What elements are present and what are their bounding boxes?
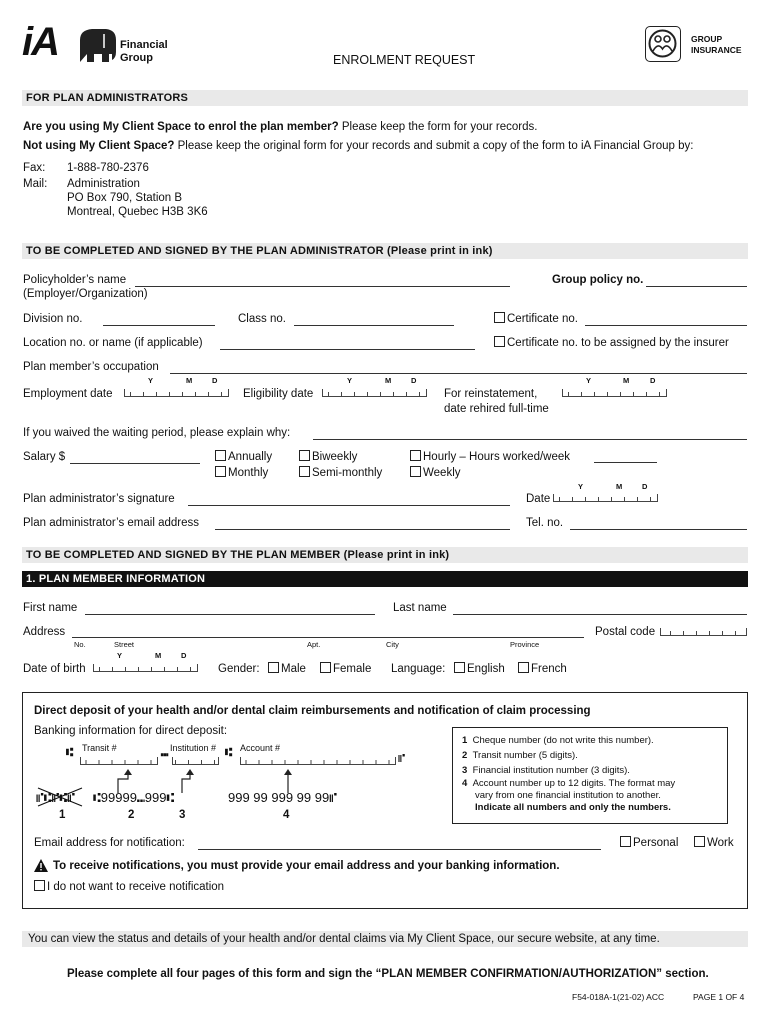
mail-line1: Administration [67, 178, 140, 190]
optout-checkbox[interactable] [34, 880, 45, 891]
english-checkbox[interactable] [454, 662, 465, 673]
logo-group: Group [120, 52, 153, 64]
first-name-field[interactable] [85, 614, 375, 615]
emp-y: Y [148, 376, 154, 385]
cheque-account-sample: 999 99 999 99 99⑈ [228, 790, 338, 805]
gender-label: Gender: [218, 663, 260, 675]
instruction-item-cont: vary from one financial institution to another. [475, 790, 661, 801]
certificate-checkbox[interactable] [494, 312, 505, 323]
instruction-item: 4 Account number up to 12 digits. The format may [462, 778, 676, 789]
employer-label: (Employer/Organization) [23, 288, 148, 300]
division-label: Division no. [23, 313, 83, 325]
cert-assigned-checkbox[interactable] [494, 336, 505, 347]
instruction-item: 3 Financial institution number (3 digits). [462, 765, 630, 776]
mail-line3: Montreal, Quebec H3B 3K6 [67, 206, 208, 218]
address-street: Street [114, 640, 135, 649]
french-checkbox[interactable] [518, 662, 529, 673]
mail-line2: PO Box 790, Station B [67, 192, 183, 204]
location-field[interactable] [220, 349, 475, 350]
callout-3: 3 [179, 809, 186, 821]
monthly-option[interactable]: Monthly [215, 466, 268, 479]
biweekly-option[interactable]: Biweekly [299, 450, 357, 463]
dob-m: M [155, 651, 162, 660]
rein-d: D [650, 376, 656, 385]
postal-code-field[interactable] [660, 628, 747, 636]
group-insurance-logo [645, 26, 681, 62]
address-city: City [386, 640, 399, 649]
semimonthly-checkbox[interactable] [299, 466, 310, 477]
institution-field[interactable] [172, 757, 219, 765]
dob-d: D [181, 651, 187, 660]
signature-label: Plan administrator’s signature [23, 493, 175, 505]
sig-d: D [642, 482, 648, 491]
certificate-option[interactable]: Certificate no. [494, 312, 578, 325]
callout-1: 1 [59, 809, 66, 821]
elig-y: Y [347, 376, 353, 385]
last-name-label: Last name [393, 602, 447, 614]
dob-field[interactable] [93, 664, 198, 672]
logo-financial: Financial [120, 39, 168, 51]
fax-value: 1-888-780-2376 [67, 162, 149, 174]
tel-label: Tel. no. [526, 517, 564, 529]
group-label: GROUP [691, 34, 723, 44]
warning-icon [34, 859, 48, 872]
first-name-label: First name [23, 602, 78, 614]
notify-email-field[interactable] [198, 849, 601, 850]
location-label: Location no. or name (if applicable) [23, 337, 203, 349]
class-label: Class no. [238, 313, 286, 325]
notify-email-label: Email address for notification: [34, 837, 185, 849]
address-no: No. [74, 640, 86, 649]
q-client-space: Are you using My Client Space to enrol the plan member? Please keep the form for your records. [23, 121, 538, 133]
institution-marker-icon: ⑉ [161, 745, 169, 759]
annually-option[interactable]: Annually [215, 450, 272, 463]
callout-4: 4 [283, 809, 290, 821]
elig-d: D [411, 376, 417, 385]
insurance-label: INSURANCE [691, 45, 742, 55]
male-option[interactable]: Male [268, 662, 306, 675]
reinstatement-label2: date rehired full-time [444, 403, 549, 415]
hourly-option[interactable]: Hourly – Hours worked/week [410, 450, 570, 463]
transit-label: Transit # [82, 743, 117, 753]
elig-m: M [385, 376, 392, 385]
group-policy-label: Group policy no. [552, 274, 644, 286]
admin-date-field[interactable] [553, 494, 658, 502]
signature-field[interactable] [188, 505, 510, 506]
emp-d: D [212, 376, 218, 385]
sig-m: M [616, 482, 623, 491]
mail-label: Mail: [23, 178, 48, 190]
form-code: F54-018A-1(21-02) ACC [572, 992, 665, 1002]
ia-logo [22, 20, 172, 68]
hourly-checkbox[interactable] [410, 450, 421, 461]
optout-option[interactable]: I do not want to receive notification [34, 880, 224, 893]
english-option[interactable]: English [454, 662, 505, 675]
admin-date-label: Date [526, 493, 551, 505]
cheque-transit-sample: ⑆99999⑉999⑆ [93, 790, 175, 805]
reinstatement-date-field[interactable] [562, 389, 667, 397]
work-option[interactable]: Work [694, 836, 734, 849]
personal-option[interactable]: Personal [620, 836, 678, 849]
section-bar-plan-admin: TO BE COMPLETED AND SIGNED BY THE PLAN ADMINISTRATOR (Please print in ink) [22, 243, 748, 259]
client-space-info: You can view the status and details of your health and/or dental claims via My Client Space, our secure website, at any time. [22, 931, 748, 947]
weekly-checkbox[interactable] [410, 466, 421, 477]
division-field[interactable] [103, 325, 215, 326]
work-checkbox[interactable] [694, 836, 705, 847]
complete-notice: Please complete all four pages of this form and sign the “PLAN MEMBER CONFIRMATION/AUTHORIZATION” section. [67, 968, 709, 980]
account-end-icon: ⑈ [398, 751, 406, 765]
address-province: Province [510, 640, 540, 649]
occupation-field[interactable] [170, 373, 747, 374]
reinstatement-label1: For reinstatement, [444, 388, 538, 400]
employment-date-field[interactable] [124, 389, 229, 397]
transit-field[interactable] [80, 757, 158, 765]
section-bar-administrators: FOR PLAN ADMINISTRATORS [22, 90, 748, 106]
hours-field[interactable] [594, 462, 657, 463]
semimonthly-option[interactable]: Semi-monthly [299, 466, 382, 479]
fax-label: Fax: [23, 162, 46, 174]
address-apt: Apt. [307, 640, 321, 649]
section-plan-member-info: 1. PLAN MEMBER INFORMATION [22, 571, 748, 587]
elephant-icon [76, 26, 118, 64]
eligibility-date-label: Eligibility date [243, 388, 314, 400]
banking-label: Banking information for direct deposit: [34, 725, 228, 737]
warning-text: To receive notifications, you must provide your email address and your banking information. [53, 860, 560, 872]
salary-field[interactable] [70, 463, 200, 464]
monthly-checkbox[interactable] [215, 466, 226, 477]
instruction-item: 1 Cheque number (do not write this number). [462, 735, 654, 746]
strike-icon [36, 786, 86, 808]
weekly-option[interactable]: Weekly [410, 466, 461, 479]
admin-email-field[interactable] [215, 529, 510, 530]
waived-field[interactable] [313, 439, 747, 440]
occupation-label: Plan member’s occupation [23, 361, 159, 373]
institution-label: Institution # [170, 743, 217, 753]
sig-y: Y [578, 482, 584, 491]
french-option[interactable]: French [518, 662, 567, 675]
waived-label: If you waived the waiting period, please explain why: [23, 427, 291, 439]
emp-m: M [186, 376, 193, 385]
cheque-number-sample: ⑈⑆⑈⑆⑈ [36, 790, 75, 805]
callout-2: 2 [128, 809, 135, 821]
instruction-item-cont-bold: Indicate all numbers and only the numbers. [475, 802, 671, 813]
tel-field[interactable] [570, 529, 747, 530]
female-option[interactable]: Female [320, 662, 371, 675]
address-field[interactable] [72, 637, 584, 638]
personal-checkbox[interactable] [620, 836, 631, 847]
rein-m: M [623, 376, 630, 385]
page-number: PAGE 1 OF 4 [693, 992, 745, 1002]
q-not-client-space: Not using My Client Space? Please keep the original form for your records and submit a copy of the form to iA Financial Group by: [23, 140, 694, 152]
postal-code-label: Postal code [595, 626, 656, 638]
eligibility-date-field[interactable] [322, 389, 427, 397]
deposit-title: Direct deposit of your health and/or dental claim reimbursements and notification of claim processing [34, 705, 591, 717]
section-bar-plan-member: TO BE COMPLETED AND SIGNED BY THE PLAN MEMBER (Please print in ink) [22, 547, 748, 563]
annually-checkbox[interactable] [215, 450, 226, 461]
people-icon [646, 27, 679, 60]
logo-ia-text: iA [22, 20, 58, 64]
language-label: Language: [391, 663, 446, 675]
address-label: Address [23, 626, 66, 638]
salary-label: Salary $ [23, 451, 66, 463]
employment-date-label: Employment date [23, 388, 113, 400]
account-marker-icon: ⑆ [225, 745, 233, 759]
instruction-list [462, 733, 675, 814]
biweekly-checkbox[interactable] [299, 450, 310, 461]
last-name-field[interactable] [453, 614, 747, 615]
dob-label: Date of birth [23, 663, 86, 675]
form-title: ENROLMENT REQUEST [333, 53, 476, 67]
rein-y: Y [586, 376, 592, 385]
female-checkbox[interactable] [320, 662, 331, 673]
account-field[interactable] [240, 757, 396, 765]
class-field[interactable] [294, 325, 454, 326]
group-policy-field[interactable] [646, 286, 747, 287]
cert-assigned-option[interactable]: Certificate no. to be assigned by the insurer [494, 336, 729, 349]
dob-y: Y [117, 651, 123, 660]
male-checkbox[interactable] [268, 662, 279, 673]
certificate-field[interactable] [585, 325, 747, 326]
instruction-item: 2 Transit number (5 digits). [462, 750, 578, 761]
account-label: Account # [240, 743, 281, 753]
admin-email-label: Plan administrator’s email address [23, 517, 199, 529]
policyholder-label: Policyholder’s name [23, 274, 127, 286]
transit-marker-icon: ⑆ [66, 745, 74, 759]
policyholder-field[interactable] [135, 286, 510, 287]
